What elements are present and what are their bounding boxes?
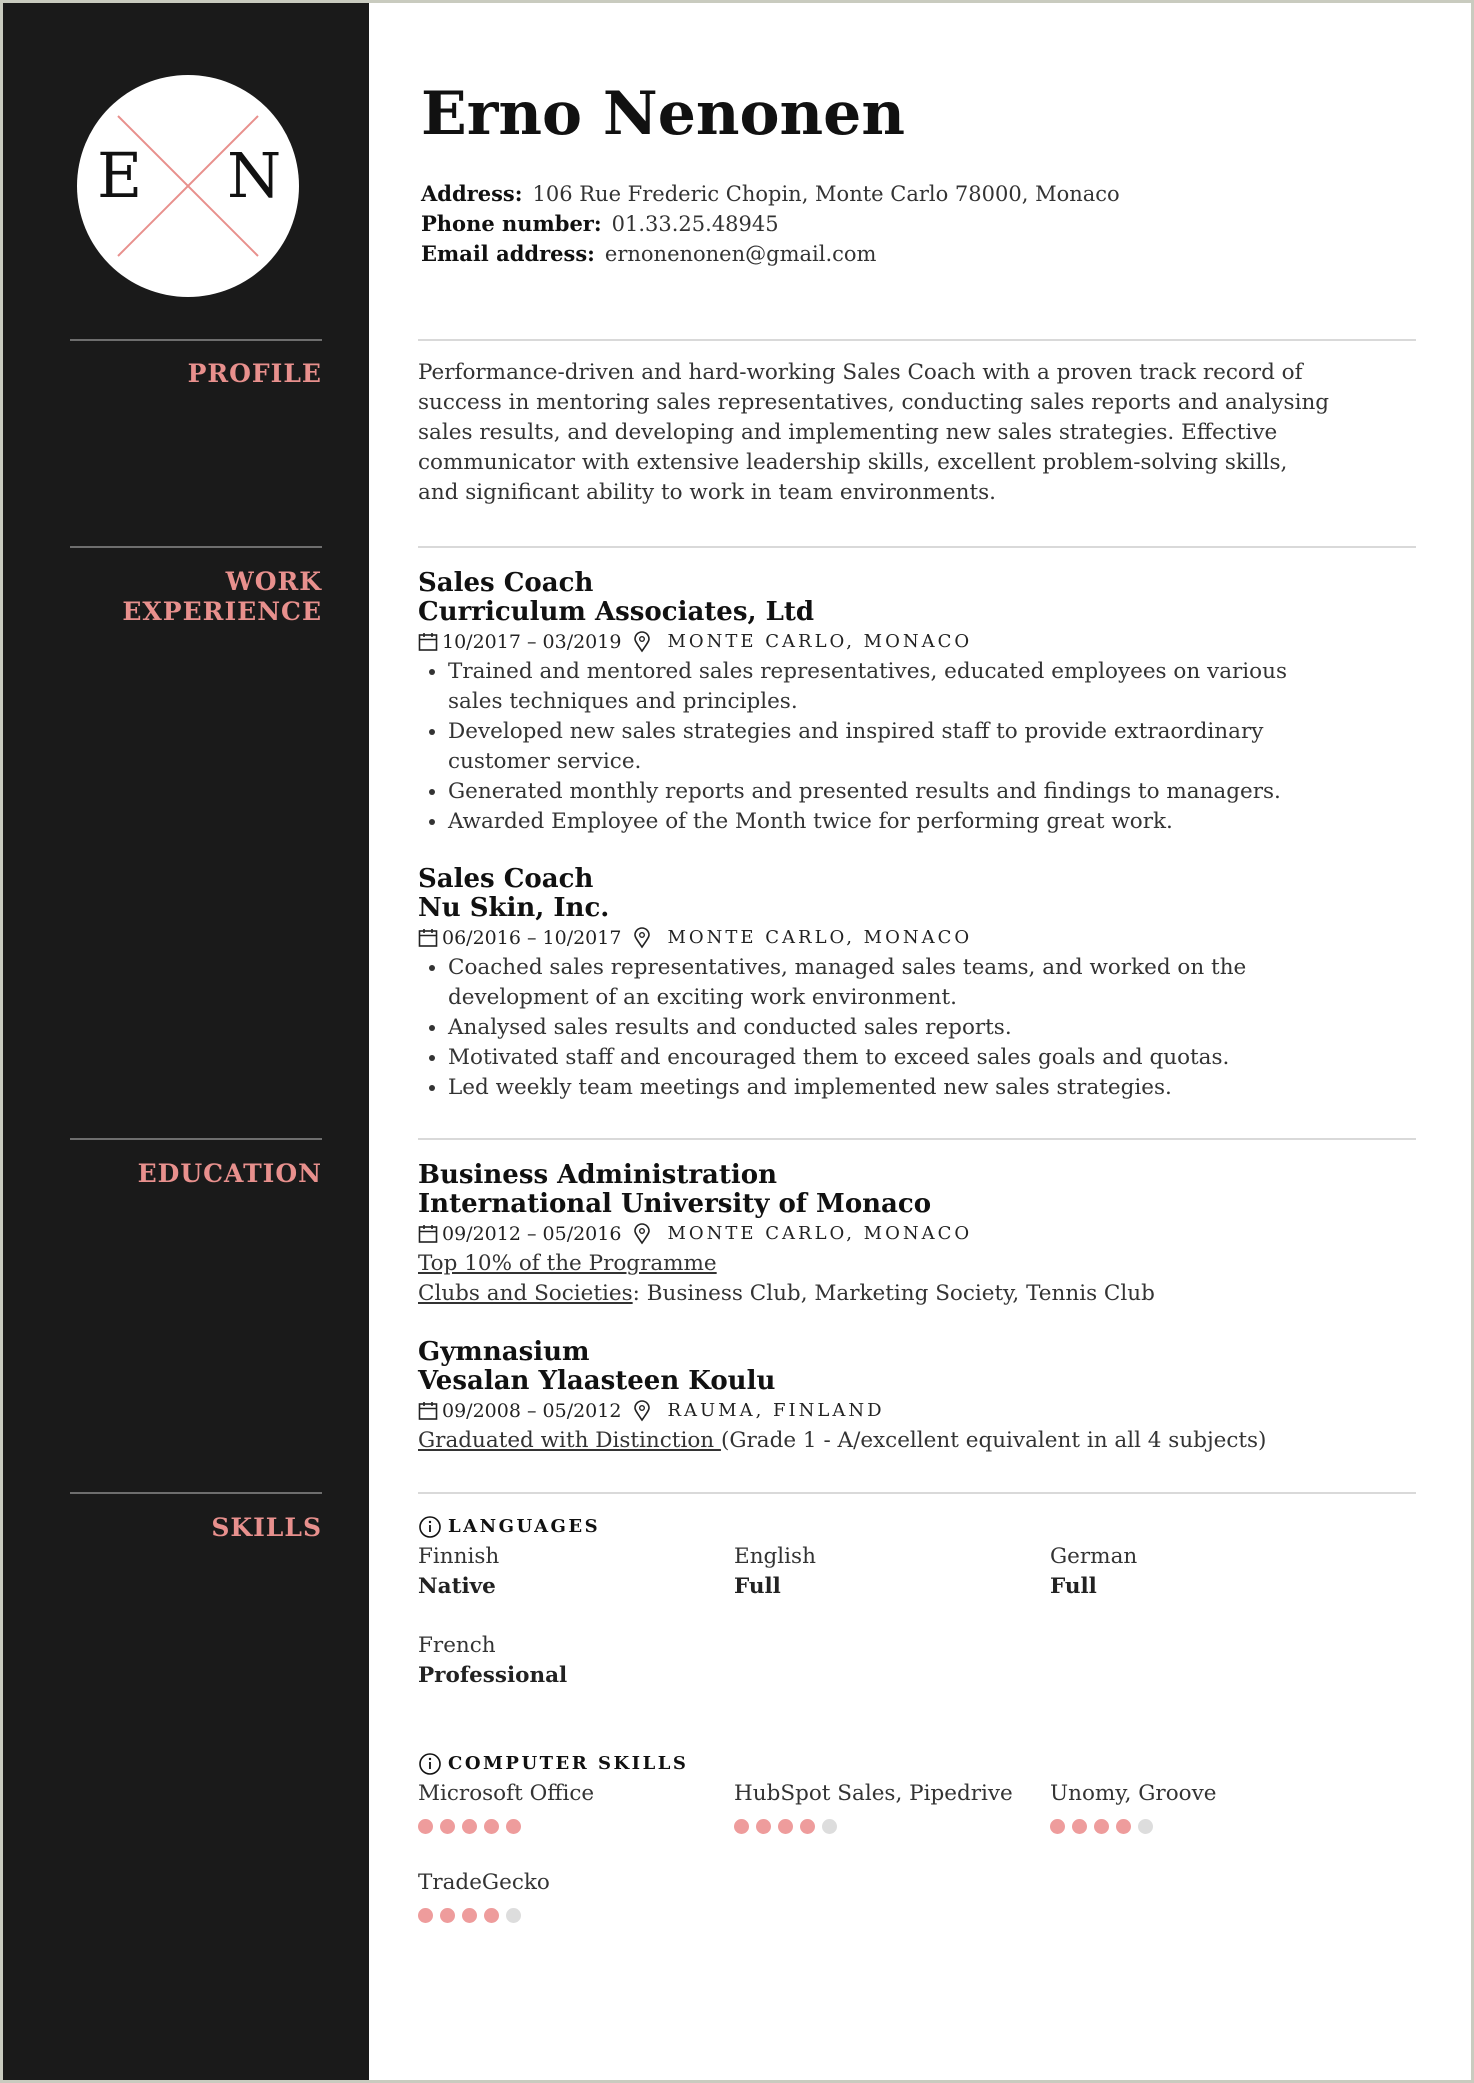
education-location: RAUMA, FINLAND bbox=[667, 1400, 885, 1421]
language-item bbox=[418, 1542, 718, 1602]
languages-heading bbox=[418, 1512, 1408, 1542]
skill-item bbox=[418, 1868, 718, 1923]
rating-dot-empty bbox=[822, 1819, 837, 1834]
list-item bbox=[448, 807, 1408, 837]
bullet-line: Trained and mentored sales representatives, educated employees on various bbox=[448, 659, 1287, 684]
candidate-name: Erno Nenonen bbox=[421, 79, 905, 149]
contact-email bbox=[421, 239, 1120, 269]
computer-skills-heading-text: COMPUTER SKILLS bbox=[448, 1753, 689, 1774]
job-entry bbox=[418, 865, 1408, 1103]
contact-value: ernonenonen@gmail.com bbox=[604, 242, 877, 266]
job-title: Sales Coach bbox=[418, 864, 594, 894]
computer-skills-heading bbox=[418, 1749, 1408, 1779]
sidebar-divider bbox=[70, 339, 322, 341]
bullet-line: customer service. bbox=[448, 749, 642, 774]
section-divider bbox=[418, 1138, 1416, 1140]
contact-address bbox=[421, 179, 1120, 209]
contact-label: Email address: bbox=[421, 241, 595, 266]
skill-name: Unomy, Groove bbox=[1050, 1781, 1217, 1806]
education-detail-text: : Business Club, Marketing Society, Tennis Club bbox=[632, 1281, 1155, 1306]
languages-heading-text: LANGUAGES bbox=[448, 1516, 601, 1537]
rating-dot-filled bbox=[418, 1819, 433, 1834]
section-label-work bbox=[62, 567, 322, 627]
skill-rating bbox=[734, 1819, 1034, 1834]
degree-title: Gymnasium bbox=[418, 1337, 590, 1367]
job-company: Curriculum Associates, Ltd bbox=[418, 597, 815, 627]
bullet-line: Motivated staff and encouraged them to exceed sales goals and quotas. bbox=[448, 1045, 1230, 1070]
section-label-work-line1: WORK bbox=[225, 567, 322, 596]
location-pin-icon bbox=[631, 1400, 653, 1422]
calendar-icon bbox=[418, 1401, 438, 1421]
language-name: French bbox=[418, 1633, 496, 1658]
job-meta bbox=[418, 923, 1408, 953]
section-divider bbox=[418, 546, 1416, 548]
language-level: Professional bbox=[418, 1663, 568, 1688]
list-item bbox=[448, 1043, 1408, 1073]
bullet-line: Awarded Employee of the Month twice for performing great work. bbox=[448, 809, 1173, 834]
rating-dot-filled bbox=[462, 1908, 477, 1923]
rating-dot-empty bbox=[506, 1908, 521, 1923]
skill-item bbox=[418, 1779, 718, 1834]
rating-dot-filled bbox=[484, 1819, 499, 1834]
contact-phone bbox=[421, 209, 1120, 239]
location-pin-icon bbox=[631, 1223, 653, 1245]
rating-dot-filled bbox=[506, 1819, 521, 1834]
rating-dot-empty bbox=[1138, 1819, 1153, 1834]
education-detail-text: (Grade 1 - A/excellent equivalent in all 4 subjects) bbox=[720, 1428, 1267, 1453]
job-location: MONTE CARLO, MONACO bbox=[667, 927, 973, 948]
sidebar-divider bbox=[70, 546, 322, 548]
skill-rating bbox=[1050, 1819, 1350, 1834]
education-entry bbox=[418, 1338, 1408, 1456]
education-detail bbox=[418, 1426, 1408, 1456]
monogram-logo bbox=[77, 75, 299, 297]
skill-item bbox=[1050, 1779, 1350, 1834]
education-location: MONTE CARLO, MONACO bbox=[667, 1223, 973, 1244]
rating-dot-filled bbox=[800, 1819, 815, 1834]
education-meta bbox=[418, 1396, 1408, 1426]
education-meta bbox=[418, 1219, 1408, 1249]
location-pin-icon bbox=[631, 927, 653, 949]
contact-value: 01.33.25.48945 bbox=[611, 212, 779, 236]
school-name: International University of Monaco bbox=[418, 1189, 932, 1219]
sidebar bbox=[3, 3, 369, 2080]
rating-dot-filled bbox=[484, 1908, 499, 1923]
section-label-education: EDUCATION bbox=[137, 1159, 322, 1188]
rating-dot-filled bbox=[756, 1819, 771, 1834]
language-item bbox=[734, 1542, 1034, 1602]
bullet-line: sales techniques and principles. bbox=[448, 689, 798, 714]
rating-dot-filled bbox=[778, 1819, 793, 1834]
rating-dot-filled bbox=[1072, 1819, 1087, 1834]
profile-summary bbox=[418, 358, 1408, 508]
contact-label: Phone number: bbox=[421, 211, 602, 236]
calendar-icon bbox=[418, 632, 438, 652]
section-label-work-line2: EXPERIENCE bbox=[122, 597, 322, 626]
job-entry bbox=[418, 569, 1408, 837]
resume-page bbox=[3, 3, 1471, 2080]
list-item bbox=[448, 1013, 1408, 1043]
rating-dot-filled bbox=[1116, 1819, 1131, 1834]
profile-line: Performance-driven and hard-working Sales Coach with a proven track record of bbox=[418, 360, 1303, 385]
education-detail bbox=[418, 1249, 1408, 1279]
job-bullets bbox=[418, 657, 1408, 837]
job-dates: 06/2016 – 10/2017 bbox=[442, 927, 622, 949]
education-highlight: Top 10% of the Programme bbox=[418, 1251, 717, 1276]
rating-dot-filled bbox=[440, 1908, 455, 1923]
profile-line: success in mentoring sales representatives, conducting sales reports and analysing bbox=[418, 390, 1330, 415]
section-divider bbox=[418, 339, 1416, 341]
bullet-line: Developed new sales strategies and inspired staff to provide extraordinary bbox=[448, 719, 1264, 744]
rating-dot-filled bbox=[418, 1908, 433, 1923]
contact-value: 106 Rue Frederic Chopin, Monte Carlo 78000, Monaco bbox=[532, 182, 1120, 206]
education-dates: 09/2012 – 05/2016 bbox=[442, 1223, 622, 1245]
bullet-line: Coached sales representatives, managed sales teams, and worked on the bbox=[448, 955, 1247, 980]
contact-label: Address: bbox=[421, 181, 523, 206]
language-item bbox=[418, 1631, 718, 1691]
bullet-line: Analysed sales results and conducted sales reports. bbox=[448, 1015, 1012, 1040]
sidebar-divider bbox=[70, 1492, 322, 1494]
job-dates: 10/2017 – 03/2019 bbox=[442, 631, 622, 653]
rating-dot-filled bbox=[734, 1819, 749, 1834]
rating-dot-filled bbox=[440, 1819, 455, 1834]
job-bullets bbox=[418, 953, 1408, 1103]
sidebar-divider bbox=[70, 1138, 322, 1140]
initial-last: N bbox=[227, 139, 282, 212]
education-entry bbox=[418, 1161, 1408, 1309]
list-item bbox=[448, 777, 1408, 807]
job-meta bbox=[418, 627, 1408, 657]
skill-name: TradeGecko bbox=[418, 1870, 550, 1895]
bullet-line: Led weekly team meetings and implemented new sales strategies. bbox=[448, 1075, 1172, 1100]
list-item bbox=[448, 657, 1408, 717]
location-pin-icon bbox=[631, 631, 653, 653]
calendar-icon bbox=[418, 928, 438, 948]
education-detail bbox=[418, 1279, 1408, 1309]
calendar-icon bbox=[418, 1224, 438, 1244]
list-item bbox=[448, 1073, 1408, 1103]
job-location: MONTE CARLO, MONACO bbox=[667, 631, 973, 652]
job-title: Sales Coach bbox=[418, 568, 594, 598]
list-item bbox=[448, 953, 1408, 1013]
education-highlight: Graduated with Distinction bbox=[418, 1428, 721, 1453]
rating-dot-filled bbox=[1050, 1819, 1065, 1834]
skill-rating bbox=[418, 1819, 718, 1834]
language-name: German bbox=[1050, 1544, 1138, 1569]
language-level: Full bbox=[734, 1574, 781, 1599]
school-name: Vesalan Ylaasteen Koulu bbox=[418, 1366, 776, 1396]
info-icon bbox=[418, 1515, 442, 1539]
skill-name: Microsoft Office bbox=[418, 1781, 595, 1806]
job-company: Nu Skin, Inc. bbox=[418, 893, 610, 923]
contact-block bbox=[421, 179, 1120, 269]
education-highlight: Clubs and Societies bbox=[418, 1281, 633, 1306]
language-level: Full bbox=[1050, 1574, 1097, 1599]
skill-rating bbox=[418, 1908, 718, 1923]
rating-dot-filled bbox=[1094, 1819, 1109, 1834]
profile-line: and significant ability to work in team environments. bbox=[418, 480, 997, 505]
language-name: Finnish bbox=[418, 1544, 500, 1569]
bullet-line: development of an exciting work environment. bbox=[448, 985, 957, 1010]
profile-line: sales results, and developing and implementing new sales strategies. Effective bbox=[418, 420, 1278, 445]
language-item bbox=[1050, 1542, 1350, 1602]
profile-line: communicator with extensive leadership skills, excellent problem-solving skills, bbox=[418, 450, 1288, 475]
section-divider bbox=[418, 1492, 1416, 1494]
skill-name: HubSpot Sales, Pipedrive bbox=[734, 1781, 1013, 1806]
language-name: English bbox=[734, 1544, 816, 1569]
section-label-profile: PROFILE bbox=[187, 359, 322, 388]
degree-title: Business Administration bbox=[418, 1160, 778, 1190]
initial-first: E bbox=[97, 139, 143, 212]
rating-dot-filled bbox=[462, 1819, 477, 1834]
skill-item bbox=[734, 1779, 1034, 1834]
education-dates: 09/2008 – 05/2012 bbox=[442, 1400, 622, 1422]
language-level: Native bbox=[418, 1574, 496, 1599]
list-item bbox=[448, 717, 1408, 777]
info-icon bbox=[418, 1752, 442, 1776]
bullet-line: Generated monthly reports and presented results and findings to managers. bbox=[448, 779, 1281, 804]
section-label-skills: SKILLS bbox=[211, 1513, 322, 1542]
